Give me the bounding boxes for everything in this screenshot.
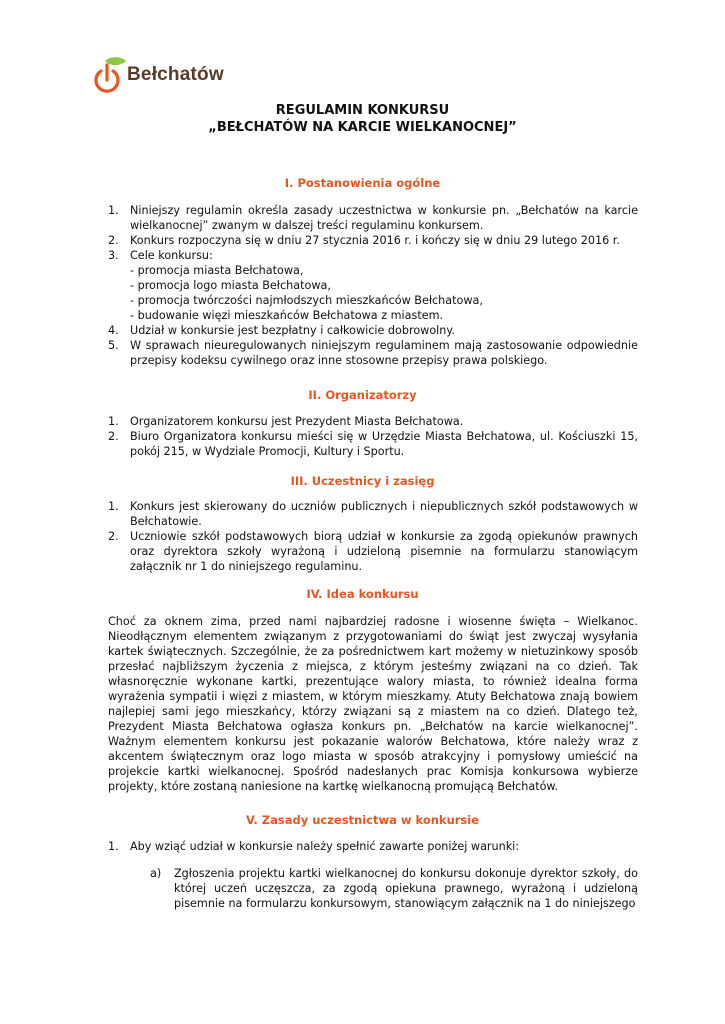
list-item: 5. W sprawach nieuregulowanych niniejszym regulaminem mają zastosowanie odpowiednie przepisy kodeksu cywilnego oraz inne stosowne przepisy prawa polskiego. xyxy=(108,339,638,367)
document-subtitle: „BEŁCHATÓW NA KARCIE WIELKANOCNEJ” xyxy=(208,120,517,135)
section-1-list xyxy=(108,203,638,368)
list-item: a) Zgłoszenia projektu kartki wielkanocnej do konkursu dokonuje dyrektor szkoły, do której uczeń uczęszcza, za zgodą opiekuna prawnego, wyrażoną i udzieloną pisemnie na formularzu konkursowym, stanowiącym załącznik na 1 do niniejszego xyxy=(150,867,638,910)
section-5-sublist xyxy=(150,866,638,911)
list-item: 1. Organizatorem konkursu jest Prezydent Miasta Bełchatowa. xyxy=(108,415,464,428)
document-title: REGULAMIN KONKURSU xyxy=(275,103,450,118)
section-heading-3: III. Uczestnicy i zasięg xyxy=(290,474,435,488)
section-3-list xyxy=(108,499,638,574)
list-item: 1. Aby wziąć udział w konkursie należy spełnić zawarte poniżej warunki: xyxy=(108,840,520,853)
list-item: 2. Uczniowie szkół podstawowych biorą udział w konkursie za zgodą opiekunów prawnych oraz dyrektora szkoły wyrażoną i udzieloną pisemnie na formularzu stanowiącym załącznik nr 1 do niniejszego regulaminu. xyxy=(108,530,638,573)
belchatow-logo xyxy=(93,55,233,97)
section-5-list xyxy=(108,839,638,854)
goal-item: - promocja twórczości najmłodszych mieszkańców Bełchatowa, xyxy=(130,294,483,307)
section-heading-5: V. Zasady uczestnictwa w konkursie xyxy=(245,813,480,827)
goal-item: - budowanie więzi mieszkańców Bełchatowa z miastem. xyxy=(130,309,444,322)
logo-text: Bełchatów xyxy=(127,64,224,85)
goal-item: - promocja miasta Bełchatowa, xyxy=(130,264,304,277)
section-heading-1: I. Postanowienia ogólne xyxy=(284,176,441,190)
apple-logo-icon xyxy=(93,55,127,97)
idea-paragraph: Choć za oknem zima, przed nami najbardziej radosne i wiosenne święta – Wielkanoc. Nieodłącznym elementem związanym z przygotowaniami do świąt jest zwyczaj wysyłania kartek świątecznych. Szczególnie, że za pośrednictwem kart możemy w nietuzinkowy sposób przesłać najbliższym życzenia z miejsca, z którym jesteśmy związani na co dzień. Tak własnoręcznie wykonane kartki, prezentujące walory miasta, to również idealna forma wyrażenia sympatii i więzi z miastem, w którym mieszkamy. Atuty Bełchatowa znają bowiem najlepiej sami jego mieszkańcy, którzy związani są z miastem na co dzień. Dlatego też, Prezydent Miasta Bełchatowa ogłasza konkurs pn. „Bełchatów na karcie wielkanocnej”. Ważnym elementem konkursu jest pokazanie walorów Bełchatowa, które należy wraz z akcentem świątecznym oraz logo miasta w sposób atrakcyjny i pomysłowy umieścić na projekcie kartki wielkanocnej. Spośród nadesłanych prac Komisja konkursowa wybierze projekty, które zostaną naniesione na kartkę wielkanocną promującą Bełchatów. xyxy=(108,615,638,793)
list-item: 2. Biuro Organizatora konkursu mieści się w Urzędzie Miasta Bełchatowa, ul. Kościuszki 15, pokój 215, w Wydziale Promocji, Kultury i Sportu. xyxy=(108,430,638,458)
section-2-list xyxy=(108,414,638,459)
list-item: 2. Konkurs rozpoczyna się w dniu 27 stycznia 2016 r. i kończy się w dniu 29 lutego 2016 r. xyxy=(108,234,620,247)
list-item: 3. Cele konkursu: - promocja miasta Bełchatowa, - promocja logo miasta Bełchatowa, - promocja twórczości najmłodszych mieszkańców Bełchatowa, - budowanie więzi mieszkańców Bełchatowa z miastem. xyxy=(108,248,638,323)
list-item: 4. Udział w konkursie jest bezpłatny i całkowicie dobrowolny. xyxy=(108,324,455,337)
goal-item: - promocja logo miasta Bełchatowa, xyxy=(130,279,331,292)
list-item: 1. Niniejszy regulamin określa zasady uczestnictwa w konkursie pn. „Bełchatów na karcie wielkanocnej” zwanym w dalszej treści regulaminu konkursem. xyxy=(108,204,638,232)
section-heading-4: IV. Idea konkursu xyxy=(306,587,419,601)
section-heading-2: II. Organizatorzy xyxy=(308,388,417,402)
list-item: 1. Konkurs jest skierowany do uczniów publicznych i niepublicznych szkół podstawowych w Bełchatowie. xyxy=(108,500,638,528)
